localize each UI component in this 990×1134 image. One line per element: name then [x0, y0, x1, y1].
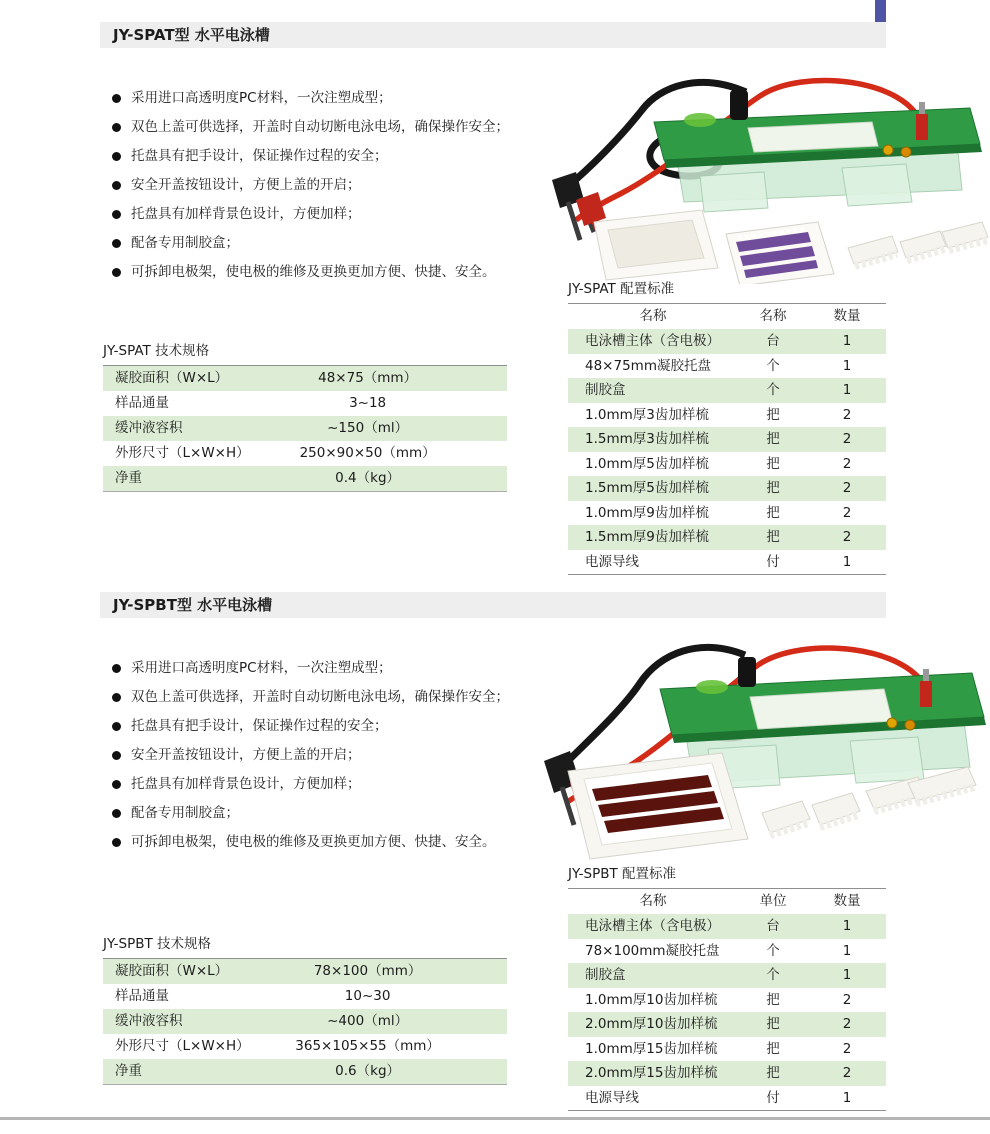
spec-value: 0.4（kg）: [335, 470, 401, 486]
model-name: JY-SPBT: [113, 596, 177, 614]
tech-spec-block-spat: [103, 343, 507, 492]
spec-value: 250×90×50（mm）: [299, 445, 436, 461]
item-unit: 付: [766, 1089, 780, 1106]
table-row: [103, 984, 507, 1009]
item-unit: 把: [766, 529, 780, 545]
spec-label: 样品通量: [115, 988, 169, 1004]
bullet-icon: [112, 838, 121, 847]
table-row: [568, 988, 886, 1013]
item-name: 48×75mm凝胶托盘: [585, 357, 711, 374]
item-unit: 个: [766, 967, 780, 983]
feature-text: 采用进口高透明度PC材料，一次注塑成型；: [131, 90, 392, 106]
item-qty: 2: [842, 406, 852, 423]
gel-casting-box: [726, 222, 834, 284]
item-qty: 2: [842, 504, 852, 521]
table-row: [103, 416, 507, 441]
list-item: [105, 747, 560, 764]
table-row: [568, 427, 886, 452]
model-name: JY-SPAT: [113, 26, 175, 44]
spec-label: 凝胶面积（W×L）: [115, 370, 229, 386]
spec-label: 外形尺寸（L×W×H）: [115, 1038, 250, 1054]
bullet-icon: [112, 210, 121, 219]
bullet-icon: [112, 809, 121, 818]
feature-list-spat: [105, 90, 560, 293]
gel-tray-with-gel: [568, 753, 748, 859]
item-name: 2.0mm厚10齿加样梳: [585, 1016, 718, 1032]
spec-value: ~150（ml）: [327, 420, 409, 436]
bullet-icon: [112, 239, 121, 248]
spec-value: 3~18: [349, 395, 387, 411]
item-qty: 1: [842, 553, 852, 570]
spec-value: 365×105×55（mm）: [295, 1038, 440, 1054]
item-qty: 2: [842, 529, 852, 545]
red-plug-icon: [920, 681, 932, 707]
table-title: JY-SPAT 技术规格: [103, 343, 210, 359]
item-unit: 台: [766, 918, 780, 934]
spec-value: 0.6（kg）: [335, 1063, 401, 1079]
list-item: [105, 264, 560, 281]
item-qty: 1: [842, 357, 852, 374]
feature-text: 配备专用制胶盒；: [131, 235, 239, 251]
item-name: 1.0mm厚15齿加样梳: [585, 1040, 718, 1057]
config-standard-block-spat: [568, 281, 886, 575]
table-row: [568, 329, 886, 354]
item-unit: 把: [766, 480, 780, 496]
item-qty: 2: [842, 1016, 852, 1032]
spec-label: 净重: [115, 1063, 142, 1079]
list-item: [105, 119, 560, 136]
item-unit: 把: [766, 504, 780, 521]
item-qty: 1: [842, 333, 852, 349]
item-unit: 付: [766, 553, 780, 570]
bullet-icon: [112, 152, 121, 161]
item-unit: 台: [766, 333, 780, 349]
spec-label: 样品通量: [115, 395, 169, 411]
bullet-icon: [112, 181, 121, 190]
bullet-icon: [112, 664, 121, 673]
column-header: 名称: [639, 308, 667, 324]
item-name: 电源导线: [585, 1089, 639, 1106]
bullet-icon: [112, 722, 121, 731]
table-row: [568, 939, 886, 964]
table-row: [568, 914, 886, 939]
table-row: [568, 963, 886, 988]
item-name: 1.0mm厚9齿加样梳: [585, 504, 709, 521]
column-header: 单位: [759, 893, 787, 909]
black-plug-icon: [738, 657, 756, 687]
item-unit: 把: [766, 431, 780, 447]
item-qty: 2: [842, 991, 852, 1008]
feature-text: 托盘具有加样背景色设计，方便加样；: [131, 206, 361, 222]
table-row: [103, 959, 507, 984]
item-unit: 个: [766, 382, 780, 398]
bullet-icon: [112, 780, 121, 789]
section-header-spbt: [100, 592, 886, 618]
table-title: JY-SPBT 技术规格: [103, 936, 212, 952]
list-item: [105, 148, 560, 165]
list-item: [105, 834, 560, 851]
item-name: 制胶盒: [585, 382, 626, 398]
item-name: 1.5mm厚9齿加样梳: [585, 529, 709, 545]
feature-text: 托盘具有加样背景色设计，方便加样；: [131, 776, 361, 792]
sample-combs: [848, 222, 988, 266]
spec-value: ~400（ml）: [327, 1013, 409, 1029]
bullet-icon: [112, 693, 121, 702]
item-name: 1.0mm厚3齿加样梳: [585, 406, 709, 423]
list-item: [105, 177, 560, 194]
list-item: [105, 660, 560, 677]
item-name: 制胶盒: [585, 967, 626, 983]
table-title: JY-SPAT 配置标准: [568, 281, 675, 297]
model-suffix: 型 水平电泳槽: [174, 26, 270, 44]
section-header-spat: [100, 22, 886, 48]
feature-text: 配备专用制胶盒；: [131, 805, 239, 821]
table-row: [568, 550, 886, 575]
list-item: [105, 805, 560, 822]
spec-label: 净重: [115, 470, 142, 486]
feature-text: 采用进口高透明度PC材料，一次注塑成型；: [131, 660, 392, 676]
list-item: [105, 776, 560, 793]
table-row: [568, 452, 886, 477]
column-header: 数量: [833, 893, 861, 909]
product-photo-spat: [550, 72, 990, 284]
table-row: [568, 1086, 886, 1111]
column-header: 名称: [639, 893, 667, 909]
spec-value: 78×100（mm）: [313, 963, 422, 979]
table-row: [568, 378, 886, 403]
item-unit: 把: [766, 406, 780, 423]
model-suffix: 型 水平电泳槽: [176, 596, 273, 614]
table-row: [103, 391, 507, 416]
electrophoresis-tank: [654, 90, 982, 212]
page-edge-tab: [875, 0, 886, 22]
item-unit: 把: [766, 1040, 780, 1057]
table-row: [568, 354, 886, 379]
feature-text: 可拆卸电极架，使电极的维修及更换更加方便、快捷、安全。: [131, 264, 496, 280]
item-qty: 2: [842, 455, 852, 472]
gel-tray: [594, 210, 718, 280]
feature-text: 双色上盖可供选择，开盖时自动切断电泳电场，确保操作安全；: [131, 689, 509, 705]
tech-spec-block-spbt: [103, 936, 507, 1085]
item-unit: 个: [766, 357, 780, 374]
item-name: 电泳槽主体（含电极）: [585, 333, 720, 349]
spec-label: 外形尺寸（L×W×H）: [115, 445, 250, 461]
table-row: [103, 1034, 507, 1059]
table-row: [103, 1009, 507, 1034]
spec-label: 缓冲液容积: [115, 420, 183, 436]
item-name: 78×100mm凝胶托盘: [585, 942, 720, 959]
spec-value: 48×75（mm）: [318, 370, 418, 386]
item-unit: 把: [766, 1016, 780, 1032]
spec-label: 缓冲液容积: [115, 1013, 183, 1029]
list-item: [105, 235, 560, 252]
item-qty: 2: [842, 1065, 852, 1081]
table-row: [568, 1037, 886, 1062]
table-header-row: [568, 889, 886, 914]
item-unit: 个: [766, 942, 780, 959]
item-name: 电泳槽主体（含电极）: [585, 918, 720, 934]
item-qty: 1: [842, 918, 852, 934]
column-header: 名称: [759, 308, 787, 324]
feature-text: 可拆卸电极架，使电极的维修及更换更加方便、快捷、安全。: [131, 834, 496, 850]
config-standard-block-spbt: [568, 866, 886, 1111]
table-title: JY-SPBT 配置标准: [568, 866, 677, 882]
brand-oval-icon: [696, 680, 728, 694]
item-unit: 把: [766, 455, 780, 472]
list-item: [105, 90, 560, 107]
bullet-icon: [112, 268, 121, 277]
spec-label: 凝胶面积（W×L）: [115, 963, 229, 979]
table-row: [568, 501, 886, 526]
table-row: [568, 1061, 886, 1086]
spec-table: [103, 958, 507, 1085]
column-header: 数量: [833, 308, 861, 324]
bullet-icon: [112, 94, 121, 103]
feature-list-spbt: [105, 660, 560, 863]
table-row: [103, 466, 507, 491]
table-row: [568, 476, 886, 501]
item-name: 电源导线: [585, 553, 639, 570]
item-name: 1.0mm厚10齿加样梳: [585, 991, 718, 1008]
item-qty: 2: [842, 1040, 852, 1057]
table-row: [568, 403, 886, 428]
item-qty: 1: [842, 1089, 852, 1106]
item-unit: 把: [766, 1065, 780, 1081]
list-item: [105, 718, 560, 735]
table-header-row: [568, 304, 886, 329]
bullet-icon: [112, 751, 121, 760]
item-qty: 1: [842, 967, 852, 983]
table-row: [568, 1012, 886, 1037]
item-name: 1.5mm厚3齿加样梳: [585, 431, 709, 447]
item-name: 1.0mm厚5齿加样梳: [585, 455, 709, 472]
spec-table: [103, 365, 507, 492]
black-plug-icon: [730, 90, 748, 120]
feature-text: 托盘具有把手设计，保证操作过程的安全；: [131, 148, 388, 164]
config-table: [568, 303, 886, 575]
page-bottom-divider: [0, 1117, 990, 1120]
brand-oval-icon: [684, 113, 716, 127]
item-qty: 2: [842, 431, 852, 447]
item-qty: 1: [842, 942, 852, 959]
feature-text: 双色上盖可供选择，开盖时自动切断电泳电场，确保操作安全；: [131, 119, 509, 135]
table-row: [103, 366, 507, 391]
spec-value: 10~30: [344, 988, 391, 1004]
list-item: [105, 206, 560, 223]
list-item: [105, 689, 560, 706]
config-table: [568, 888, 886, 1111]
item-qty: 2: [842, 480, 852, 496]
item-unit: 把: [766, 991, 780, 1008]
table-row: [568, 525, 886, 550]
feature-text: 托盘具有把手设计，保证操作过程的安全；: [131, 718, 388, 734]
red-plug-icon: [916, 114, 928, 140]
table-row: [103, 1059, 507, 1084]
item-qty: 1: [842, 382, 852, 398]
item-name: 1.5mm厚5齿加样梳: [585, 480, 709, 496]
product-photo-spbt: [540, 643, 990, 871]
table-row: [103, 441, 507, 466]
bullet-icon: [112, 123, 121, 132]
feature-text: 安全开盖按钮设计，方便上盖的开启；: [131, 747, 361, 763]
feature-text: 安全开盖按钮设计，方便上盖的开启；: [131, 177, 361, 193]
item-name: 2.0mm厚15齿加样梳: [585, 1065, 718, 1081]
